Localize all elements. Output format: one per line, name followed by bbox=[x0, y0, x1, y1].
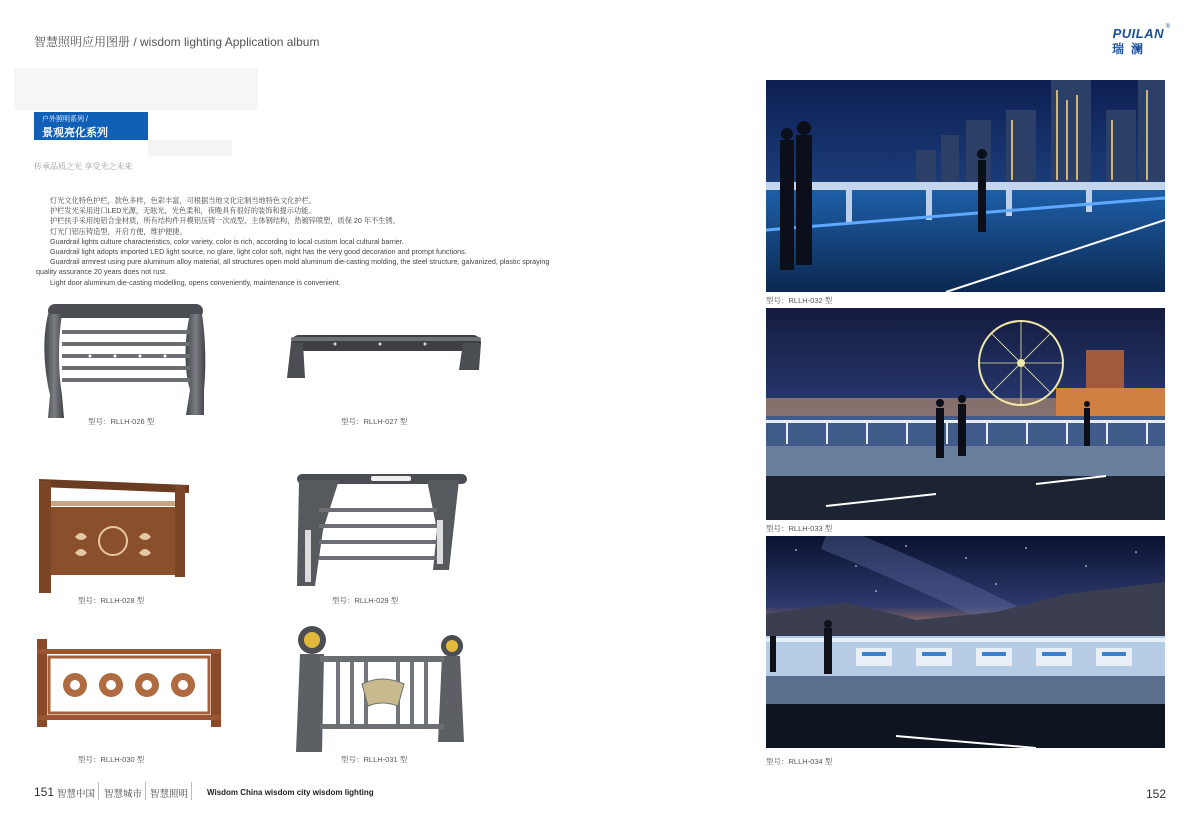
series-label-box bbox=[34, 112, 148, 140]
series-decor-strip bbox=[148, 140, 232, 156]
model-label: 型号：RLLH-029 型 bbox=[332, 596, 399, 605]
scene-photo-rllh-032 bbox=[766, 80, 1165, 292]
desc-en-line: Guardrail light adopts imported LED light source, no glare, light color soft, night has the very good decoration and prompt functions. bbox=[50, 247, 467, 257]
city-bridge-night-image bbox=[766, 80, 1165, 292]
desc-cn-line: 护栏扶手采用纯铝合金材质，所有结构件开模铝压铸一次成型，主体钢结构，热镀锌喷塑，质保 20 年不生锈。 bbox=[50, 216, 400, 226]
desc-en-line: Light door aluminum die-casting modelling, opens conveniently, maintenance is convenient. bbox=[50, 277, 341, 287]
footer-nav-item: 智慧中国 bbox=[57, 789, 96, 800]
product-rllh-028 bbox=[35, 467, 191, 597]
footer-divider bbox=[98, 782, 99, 800]
photo-caption: 型号：RLLH-032 型 bbox=[766, 296, 833, 305]
scene-photo-rllh-034 bbox=[766, 536, 1165, 748]
header-decor-block bbox=[14, 68, 258, 110]
model-label: 型号：RLLH-026 型 bbox=[88, 417, 155, 426]
desc-en-line: Guardrail armrest using pure aluminum alloy material, all structures open mold aluminum die-casting molding, the steel structure, galvanized, plastic spraying quality assurance 20 years does not rust. bbox=[36, 257, 550, 277]
photo-caption: 型号：RLLH-034 型 bbox=[766, 757, 833, 766]
footer-tagline: Wisdom China wisdom city wisdom lighting bbox=[207, 788, 374, 797]
series-label-cn: 景观亮化系列 bbox=[42, 127, 108, 139]
desc-en-line: Guardrail lights culture characteristics, color variety, color is rich, according to local custom local cultural barrier. bbox=[50, 236, 404, 246]
scene-photo-rllh-033 bbox=[766, 308, 1165, 520]
model-label: 型号：RLLH-030 型 bbox=[78, 755, 145, 764]
photo-caption: 型号：RLLH-033 型 bbox=[766, 524, 833, 533]
series-slogan: 传承品质之光 享受光之未来 bbox=[34, 162, 133, 171]
model-label: 型号：RLLH-027 型 bbox=[341, 417, 408, 426]
logo-cn-text: 瑞澜 bbox=[1111, 42, 1150, 56]
product-rllh-029 bbox=[293, 470, 469, 592]
page-number-right: 152 bbox=[1145, 787, 1166, 801]
guardrail-027-image bbox=[285, 330, 485, 385]
footer-nav-item: 智慧照明 bbox=[150, 789, 189, 800]
page-number-left: 151 bbox=[34, 785, 55, 799]
product-rllh-027 bbox=[285, 330, 485, 385]
logo-brand-text: PUILAN bbox=[1112, 26, 1164, 41]
footer-nav-item: 智慧城市 bbox=[104, 789, 143, 800]
album-title: 智慧照明应用图册 / wisdom lighting Application album bbox=[34, 35, 320, 49]
footer-divider bbox=[191, 782, 192, 800]
product-rllh-026 bbox=[40, 300, 210, 425]
ferris-wheel-bridge-image bbox=[766, 308, 1165, 520]
starry-road-railing-image bbox=[766, 536, 1165, 748]
brand-logo bbox=[1090, 24, 1170, 56]
model-label: 型号：RLLH-031 型 bbox=[341, 755, 408, 764]
guardrail-030-image bbox=[35, 635, 225, 731]
desc-cn-line: 灯光门铝压铸造型，开启方便，维护便捷。 bbox=[50, 226, 187, 236]
registered-mark: ® bbox=[1165, 24, 1170, 30]
product-rllh-030 bbox=[35, 635, 225, 731]
product-description bbox=[36, 196, 566, 288]
series-label-en: 户外照明系列 / bbox=[42, 116, 88, 123]
model-label: 型号：RLLH-028 型 bbox=[78, 596, 145, 605]
desc-cn-line: 灯光文化特色护栏，款色多样，色彩丰富，可根据当地文化定制当地特色文化护栏。 bbox=[50, 196, 316, 205]
footer-divider bbox=[145, 782, 146, 800]
desc-cn-line: 护栏发光采用进口LED光源，无眩光，光色柔和，夜晚具有很好的装饰和提示功能。 bbox=[50, 206, 316, 216]
guardrail-031-image bbox=[292, 624, 470, 756]
guardrail-026-image bbox=[40, 300, 210, 425]
guardrail-029-image bbox=[293, 470, 469, 592]
product-rllh-031 bbox=[292, 624, 470, 756]
guardrail-028-image bbox=[35, 467, 191, 597]
